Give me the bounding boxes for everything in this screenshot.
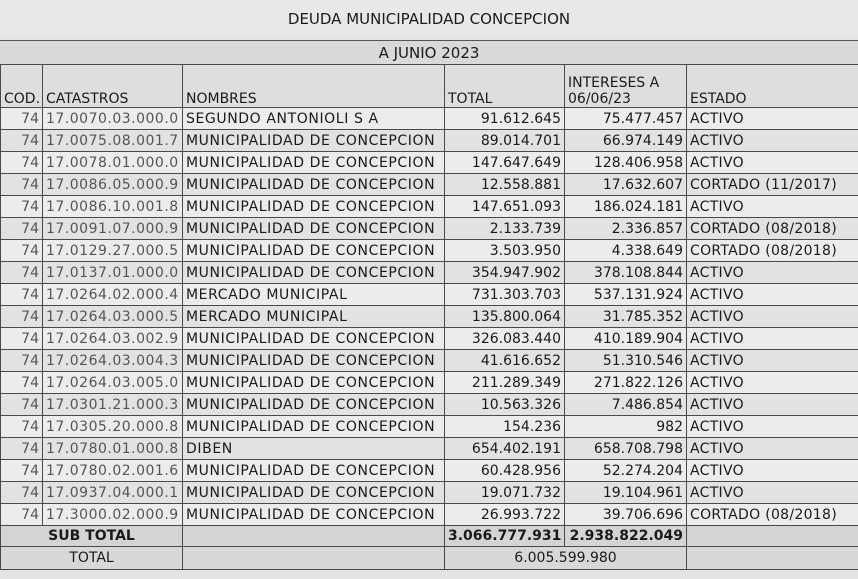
cell-nombre: MERCADO MUNICIPAL	[183, 306, 445, 328]
table-row	[1, 504, 858, 526]
cell-total: 2.133.739	[445, 218, 565, 240]
cell-cod: 74	[1, 130, 43, 152]
cell-estado: ACTIVO	[687, 416, 858, 438]
cell-catastro: 17.0091.07.000.9	[43, 218, 183, 240]
cell-intereses: 7.486.854	[565, 394, 687, 416]
cell-catastro: 17.0070.03.000.0	[43, 108, 183, 130]
cell-nombre: MUNICIPALIDAD DE CONCEPCION	[183, 240, 445, 262]
cell-catastro: 17.0129.27.000.5	[43, 240, 183, 262]
cell-cod: 74	[1, 504, 43, 526]
header-cod: COD.	[1, 65, 43, 108]
cell-estado: ACTIVO	[687, 108, 858, 130]
cell-nombre: MUNICIPALIDAD DE CONCEPCION	[183, 130, 445, 152]
cell-intereses: 52.274.204	[565, 460, 687, 482]
cell-catastro: 17.0305.20.000.8	[43, 416, 183, 438]
cell-catastro: 17.0078.01.000.0	[43, 152, 183, 174]
cell-cod: 74	[1, 218, 43, 240]
cell-total: 60.428.956	[445, 460, 565, 482]
cell-estado: ACTIVO	[687, 152, 858, 174]
cell-total: 147.647.649	[445, 152, 565, 174]
cell-intereses: 378.108.844	[565, 262, 687, 284]
table-row	[1, 284, 858, 306]
subtotal-total: 3.066.777.931	[445, 526, 565, 547]
cell-total: 89.014.701	[445, 130, 565, 152]
cell-catastro: 17.0264.03.005.0	[43, 372, 183, 394]
table-row	[1, 372, 858, 394]
cell-nombre: MUNICIPALIDAD DE CONCEPCION	[183, 394, 445, 416]
header-catastros: CATASTROS	[43, 65, 183, 108]
table-row	[1, 196, 858, 218]
grand-total-label: TOTAL	[1, 547, 183, 570]
cell-estado: ACTIVO	[687, 306, 858, 328]
cell-nombre: MUNICIPALIDAD DE CONCEPCION	[183, 218, 445, 240]
cell-nombre: MUNICIPALIDAD DE CONCEPCION	[183, 196, 445, 218]
cell-intereses: 75.477.457	[565, 108, 687, 130]
header-intereses	[565, 65, 687, 108]
cell-total: 10.563.326	[445, 394, 565, 416]
cell-estado: ACTIVO	[687, 394, 858, 416]
cell-intereses: 39.706.696	[565, 504, 687, 526]
cell-catastro: 17.0937.04.000.1	[43, 482, 183, 504]
cell-estado: ACTIVO	[687, 328, 858, 350]
table-row	[1, 394, 858, 416]
grand-total-value: 6.005.599.980	[445, 547, 687, 570]
cell-intereses: 66.974.149	[565, 130, 687, 152]
cell-nombre: MUNICIPALIDAD DE CONCEPCION	[183, 174, 445, 196]
header-intereses-line1: INTERESES A	[568, 75, 660, 91]
cell-cod: 74	[1, 262, 43, 284]
table-row	[1, 108, 858, 130]
debt-table	[0, 64, 858, 570]
cell-total: 12.558.881	[445, 174, 565, 196]
cell-intereses: 128.406.958	[565, 152, 687, 174]
cell-nombre: MUNICIPALIDAD DE CONCEPCION	[183, 262, 445, 284]
cell-catastro: 17.0264.03.002.9	[43, 328, 183, 350]
table-row	[1, 130, 858, 152]
subtotal-intereses: 2.938.822.049	[565, 526, 687, 547]
cell-total: 26.993.722	[445, 504, 565, 526]
cell-nombre: MERCADO MUNICIPAL	[183, 284, 445, 306]
cell-estado: CORTADO (08/2018)	[687, 240, 858, 262]
cell-estado: ACTIVO	[687, 372, 858, 394]
cell-cod: 74	[1, 482, 43, 504]
header-intereses-line2: 06/06/23	[568, 91, 631, 107]
cell-total: 91.612.645	[445, 108, 565, 130]
grand-total-row	[1, 547, 858, 570]
cell-total: 19.071.732	[445, 482, 565, 504]
subtotal-label: SUB TOTAL	[1, 526, 183, 547]
cell-catastro: 17.0780.01.000.8	[43, 438, 183, 460]
cell-intereses: 186.024.181	[565, 196, 687, 218]
cell-nombre: DIBEN	[183, 438, 445, 460]
cell-total: 326.083.440	[445, 328, 565, 350]
cell-estado: ACTIVO	[687, 130, 858, 152]
table-row	[1, 416, 858, 438]
cell-cod: 74	[1, 306, 43, 328]
table-row	[1, 152, 858, 174]
subtotal-row	[1, 526, 858, 547]
cell-estado: ACTIVO	[687, 350, 858, 372]
cell-cod: 74	[1, 372, 43, 394]
table-row	[1, 240, 858, 262]
table-body	[1, 108, 858, 526]
cell-cod: 74	[1, 174, 43, 196]
cell-total: 41.616.652	[445, 350, 565, 372]
cell-nombre: MUNICIPALIDAD DE CONCEPCION	[183, 460, 445, 482]
cell-intereses: 658.708.798	[565, 438, 687, 460]
cell-catastro: 17.0264.02.000.4	[43, 284, 183, 306]
cell-cod: 74	[1, 196, 43, 218]
cell-cod: 74	[1, 394, 43, 416]
cell-estado: ACTIVO	[687, 284, 858, 306]
cell-intereses: 19.104.961	[565, 482, 687, 504]
cell-catastro: 17.0264.03.000.5	[43, 306, 183, 328]
table-row	[1, 482, 858, 504]
cell-total: 147.651.093	[445, 196, 565, 218]
cell-estado: CORTADO (08/2018)	[687, 504, 858, 526]
cell-nombre: MUNICIPALIDAD DE CONCEPCION	[183, 152, 445, 174]
cell-catastro: 17.0086.10.001.8	[43, 196, 183, 218]
cell-total: 211.289.349	[445, 372, 565, 394]
table-row	[1, 460, 858, 482]
cell-catastro: 17.0075.08.001.7	[43, 130, 183, 152]
cell-estado: ACTIVO	[687, 262, 858, 284]
cell-cod: 74	[1, 350, 43, 372]
cell-total: 154.236	[445, 416, 565, 438]
cell-total: 654.402.191	[445, 438, 565, 460]
header-total: TOTAL	[445, 65, 565, 108]
cell-nombre: MUNICIPALIDAD DE CONCEPCION	[183, 482, 445, 504]
cell-estado: CORTADO (08/2018)	[687, 218, 858, 240]
header-estado: ESTADO	[687, 65, 858, 108]
cell-total: 135.800.064	[445, 306, 565, 328]
cell-total: 354.947.902	[445, 262, 565, 284]
cell-cod: 74	[1, 460, 43, 482]
cell-nombre: MUNICIPALIDAD DE CONCEPCION	[183, 504, 445, 526]
cell-nombre: SEGUNDO ANTONIOLI S A	[183, 108, 445, 130]
document-subtitle: A JUNIO 2023	[0, 40, 858, 66]
cell-estado: ACTIVO	[687, 196, 858, 218]
cell-catastro: 17.0301.21.000.3	[43, 394, 183, 416]
cell-cod: 74	[1, 438, 43, 460]
document-title: DEUDA MUNICIPALIDAD CONCEPCION	[0, 0, 858, 38]
cell-estado: CORTADO (11/2017)	[687, 174, 858, 196]
cell-estado: ACTIVO	[687, 438, 858, 460]
cell-total: 3.503.950	[445, 240, 565, 262]
cell-cod: 74	[1, 240, 43, 262]
cell-cod: 74	[1, 108, 43, 130]
cell-catastro: 17.0780.02.001.6	[43, 460, 183, 482]
cell-estado: ACTIVO	[687, 482, 858, 504]
table-row	[1, 174, 858, 196]
cell-nombre: MUNICIPALIDAD DE CONCEPCION	[183, 416, 445, 438]
table-row	[1, 350, 858, 372]
grand-total-estado-empty	[687, 547, 858, 570]
cell-nombre: MUNICIPALIDAD DE CONCEPCION	[183, 328, 445, 350]
cell-cod: 74	[1, 416, 43, 438]
table-row	[1, 218, 858, 240]
cell-nombre: MUNICIPALIDAD DE CONCEPCION	[183, 350, 445, 372]
cell-catastro: 17.0264.03.004.3	[43, 350, 183, 372]
cell-catastro: 17.3000.02.000.9	[43, 504, 183, 526]
table-row	[1, 306, 858, 328]
cell-intereses: 537.131.924	[565, 284, 687, 306]
cell-intereses: 31.785.352	[565, 306, 687, 328]
cell-cod: 74	[1, 328, 43, 350]
table-row	[1, 328, 858, 350]
cell-intereses: 982	[565, 416, 687, 438]
cell-intereses: 2.336.857	[565, 218, 687, 240]
cell-estado: ACTIVO	[687, 460, 858, 482]
header-nombres: NOMBRES	[183, 65, 445, 108]
table-row	[1, 262, 858, 284]
table-header-row	[1, 65, 858, 108]
cell-nombre: MUNICIPALIDAD DE CONCEPCION	[183, 372, 445, 394]
cell-cod: 74	[1, 284, 43, 306]
cell-intereses: 410.189.904	[565, 328, 687, 350]
subtotal-empty-cell	[183, 526, 445, 547]
cell-intereses: 51.310.546	[565, 350, 687, 372]
cell-intereses: 4.338.649	[565, 240, 687, 262]
cell-catastro: 17.0086.05.000.9	[43, 174, 183, 196]
cell-total: 731.303.703	[445, 284, 565, 306]
cell-intereses: 271.822.126	[565, 372, 687, 394]
table-row	[1, 438, 858, 460]
subtotal-estado-empty	[687, 526, 858, 547]
cell-cod: 74	[1, 152, 43, 174]
grand-total-empty-cell	[183, 547, 445, 570]
cell-catastro: 17.0137.01.000.0	[43, 262, 183, 284]
cell-intereses: 17.632.607	[565, 174, 687, 196]
